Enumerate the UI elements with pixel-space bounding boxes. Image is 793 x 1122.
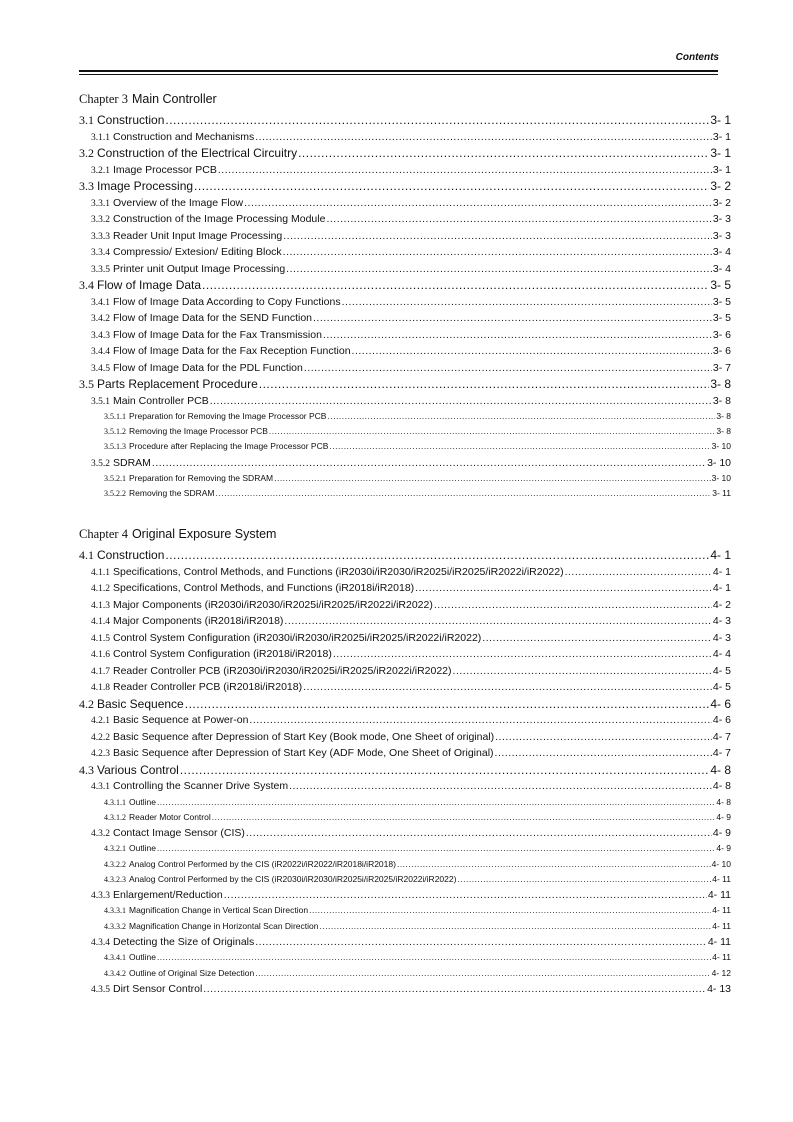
toc-entry[interactable] (79, 327, 731, 344)
toc-entry[interactable] (79, 696, 731, 713)
dot-leader (326, 211, 711, 228)
toc-entry-number: 3.5.2.1 (104, 474, 126, 484)
dot-leader (152, 455, 706, 472)
toc-entry-number: 3.4.1 (91, 297, 110, 308)
toc-entry-number: 3.3.5 (91, 264, 110, 275)
toc-entry-title: Magnification Change in Horizontal Scan Direction (129, 920, 319, 931)
toc-entry[interactable] (79, 145, 731, 162)
toc-entry[interactable] (79, 112, 731, 129)
toc-entry-number: 4.1.2 (91, 584, 110, 594)
toc-entry-title: Image Processing (97, 179, 194, 193)
toc-entry-title: Specifications, Control Methods, and Functions (iR2018i/iR2018) (113, 582, 415, 594)
toc-entry-title: Preparation for Removing the SDRAM (129, 473, 274, 484)
toc-entry[interactable] (79, 310, 731, 327)
toc-entry[interactable] (79, 679, 731, 696)
dot-leader (269, 424, 715, 439)
toc-entry-number: 4.3.2.1 (104, 844, 126, 854)
toc-entry-page: 4- 8 (712, 780, 731, 792)
toc-entry-title: Major Components (iR2018i/iR2018) (113, 615, 284, 627)
toc-entry-page: 3- 1 (710, 146, 731, 160)
dot-leader (202, 277, 709, 294)
toc-entry-number: 4.3.2.3 (104, 874, 126, 884)
dot-leader (165, 547, 709, 564)
toc-entry-page: 3- 7 (712, 361, 731, 374)
toc-entry-title: Outline (129, 952, 156, 963)
toc-entry[interactable] (79, 393, 731, 410)
toc-entry-title: Parts Replacement Procedure (97, 377, 258, 391)
dot-leader (309, 903, 711, 918)
chapter-heading (79, 90, 731, 108)
dot-leader (249, 712, 711, 729)
toc-entry-title: Compressio/ Extesion/ Editing Block (113, 246, 282, 258)
toc-entry-title: Basic Sequence after Depression of Start Key (Book mode, One Sheet of original) (113, 730, 495, 743)
toc-entry-number: 3.3.1 (91, 198, 110, 209)
dot-leader (203, 981, 706, 998)
toc-entry-number: 4.1.8 (91, 683, 110, 693)
toc-entry-number: 3.4.2 (91, 314, 110, 324)
toc-entry[interactable] (79, 360, 731, 377)
toc-entry-title: Construction (97, 113, 165, 127)
toc-entry-page: 3- 3 (712, 213, 731, 225)
toc-entry[interactable] (79, 178, 731, 195)
toc-entry-page: 4- 11 (707, 935, 731, 948)
toc-entry-page: 4- 11 (712, 905, 731, 916)
dot-leader (224, 887, 707, 904)
toc-entry[interactable] (79, 228, 731, 245)
toc-entry[interactable] (79, 825, 731, 842)
toc-entry[interactable] (79, 129, 731, 146)
toc-entry[interactable] (79, 857, 731, 872)
toc-entry-number: 4.3.5 (91, 984, 110, 995)
toc-entry-title: Printer unit Output Image Processing (113, 262, 286, 275)
toc-entry-number: 3.5.1.3 (104, 442, 126, 452)
dot-leader (329, 439, 710, 454)
dot-leader (283, 244, 712, 261)
toc-entry-number: 4.1.4 (91, 617, 110, 627)
toc-entry-page: 4- 9 (712, 826, 731, 839)
toc-entry[interactable] (79, 343, 731, 360)
toc-entry-title: Analog Control Performed by the CIS (iR2022i/iR2022/iR2018i/iR2018) (129, 858, 396, 869)
dot-leader (289, 778, 712, 795)
toc-entry-number: 3.5.1.2 (104, 427, 126, 437)
toc-entry-title: Preparation for Removing the Image Processor PCB (129, 411, 327, 421)
dot-leader (255, 934, 707, 951)
toc-entry-page: 4- 11 (707, 888, 731, 901)
toc-entry-title: Contact Image Sensor (CIS) (113, 826, 245, 839)
toc-entry[interactable] (79, 841, 731, 856)
dot-leader (157, 950, 711, 965)
toc-entry-page: 3- 8 (710, 377, 731, 391)
dot-leader (333, 646, 712, 663)
toc-entry-page: 4- 4 (712, 648, 731, 660)
toc-entry-number: 4.1 (79, 548, 94, 562)
dot-leader (255, 966, 710, 981)
toc-entry-page: 3- 4 (712, 262, 731, 275)
toc-entry-page: 3- 6 (712, 328, 731, 341)
toc-entry[interactable] (79, 424, 731, 439)
toc-entry-title: Detecting the Size of Originals (113, 935, 255, 948)
dot-leader (434, 597, 712, 614)
dot-leader (319, 919, 711, 934)
dot-leader (303, 679, 712, 696)
toc-entry-title: Construction and Mechanisms (113, 130, 255, 143)
toc-entry-title: Control System Configuration (iR2030i/iR2030/iR2025i/iR2025/iR2022i/iR2022) (113, 631, 482, 644)
toc-entry-title: Overview of the Image Flow (113, 196, 244, 209)
toc-entry-page: 3- 5 (712, 295, 731, 308)
toc-entry-number: 4.3 (79, 762, 94, 777)
toc-entry-number: 4.3.4.2 (104, 968, 126, 978)
toc-entry-number: 4.3.4.1 (104, 953, 126, 963)
dot-leader (157, 795, 715, 810)
toc-entry-title: Removing the Image Processor PCB (129, 426, 268, 437)
toc-entry[interactable] (79, 613, 731, 630)
toc-entry-title: Basic Sequence at Power-on (113, 714, 249, 726)
chapter-name: Original Exposure System (131, 527, 277, 541)
toc-entry[interactable] (79, 580, 731, 597)
toc-entry-title: Various Control (97, 762, 179, 777)
toc-entry-page: 4- 1 (710, 548, 731, 562)
toc-entry-page: 4- 1 (712, 565, 731, 578)
chapter-section (79, 525, 731, 997)
toc-entry-number: 4.3.3 (91, 890, 110, 901)
dot-leader (284, 613, 711, 630)
dot-leader (283, 228, 712, 245)
toc-entry-page: 4- 6 (710, 696, 731, 711)
dot-leader (495, 729, 712, 746)
toc-entry-number: 3.5.2 (91, 458, 110, 469)
toc-entry-number: 3.1.1 (91, 132, 110, 143)
toc-entry[interactable] (79, 887, 731, 904)
toc-entry[interactable] (79, 630, 731, 647)
dot-leader (246, 825, 712, 842)
dot-leader (313, 310, 712, 327)
toc-entry-title: Main Controller PCB (113, 394, 209, 407)
toc-entry-page: 4- 8 (716, 796, 731, 807)
toc-entry-number: 4.2.2 (91, 732, 110, 743)
toc-entry-number: 4.1.5 (91, 633, 110, 644)
toc-entry[interactable] (79, 729, 731, 746)
toc-entry[interactable] (79, 966, 731, 981)
toc-entry-page: 3- 11 (712, 488, 731, 499)
toc-entry-number: 3.4.3 (91, 330, 110, 341)
toc-entry-page: 3- 4 (712, 246, 731, 258)
toc-entry-page: 4- 9 (716, 811, 731, 822)
toc-entry-title: Construction of the Image Processing Module (113, 213, 326, 225)
toc-entry[interactable] (79, 294, 731, 311)
toc-entry-number: 4.2 (79, 696, 94, 711)
toc-entry[interactable] (79, 778, 731, 795)
dot-leader (327, 409, 715, 424)
dot-leader (298, 145, 709, 162)
toc-entry-number: 3.2 (79, 146, 94, 160)
toc-entry-title: Magnification Change in Vertical Scan Direction (129, 905, 309, 916)
dot-leader (259, 376, 710, 393)
toc-entry-number: 4.3.3.1 (104, 906, 126, 916)
toc-entry-page: 4- 8 (710, 762, 731, 777)
toc-entry-number: 3.3.3 (91, 231, 110, 242)
toc-entry-page: 3- 2 (710, 179, 731, 193)
toc-entry-page: 4- 2 (712, 598, 731, 611)
toc-entry-title: Major Components (iR2030i/iR2030/iR2025i/iR2025/iR2022i/iR2022) (113, 598, 433, 611)
toc-entry-title: Outline (129, 796, 156, 807)
toc-entry-page: 4- 5 (712, 664, 731, 677)
toc-entry[interactable] (79, 795, 731, 810)
chapter-number: Chapter 4 (79, 527, 128, 541)
toc-entry-number: 4.3.1 (91, 782, 110, 792)
toc-entry[interactable] (79, 597, 731, 614)
toc-entry-title: Enlargement/Reduction (113, 888, 223, 901)
toc-entry-page: 4- 7 (712, 730, 731, 743)
toc-entry-title: Analog Control Performed by the CIS (iR2030i/iR2030/iR2025i/iR2025/iR2022i/iR2022) (129, 873, 457, 884)
toc-entry-title: Flow of Image Data for the Fax Transmission (113, 328, 322, 341)
toc-entry[interactable] (79, 981, 731, 998)
toc-entry-page: 4- 10 (711, 858, 731, 869)
chapter-section (79, 90, 731, 501)
toc-entry-page: 3- 1 (710, 113, 731, 127)
dot-leader (157, 841, 715, 856)
dot-leader (216, 486, 712, 501)
toc-entry[interactable] (79, 439, 731, 454)
toc-entry-page: 3- 8 (716, 411, 731, 421)
toc-entry[interactable] (79, 277, 731, 294)
toc-entry-title: Control System Configuration (iR2018i/iR2018) (113, 648, 332, 660)
dot-leader (482, 630, 712, 647)
toc-entry-title: Reader Controller PCB (iR2018i/iR2018) (113, 681, 303, 693)
dot-leader (255, 129, 712, 146)
toc-entry-page: 4- 9 (716, 843, 731, 854)
toc-entry-page: 3- 5 (712, 312, 731, 324)
toc-entry[interactable] (79, 244, 731, 261)
toc-entry-number: 4.2.1 (91, 716, 110, 726)
toc-entry-number: 3.2.1 (91, 165, 110, 176)
toc-entry-page: 4- 6 (712, 714, 731, 726)
toc-entry-number: 3.3.4 (91, 248, 110, 258)
toc-entry-title: Outline (129, 843, 156, 854)
toc-entry[interactable] (79, 409, 731, 424)
toc-entry[interactable] (79, 486, 731, 501)
toc-entry-title: Removing the SDRAM (129, 488, 215, 499)
toc-entry[interactable] (79, 663, 731, 680)
toc-entry-title: Flow of Image Data for the SEND Function (113, 312, 313, 324)
toc-entry[interactable] (79, 872, 731, 887)
toc-entry-number: 3.4.4 (91, 347, 110, 357)
toc-entry[interactable] (79, 919, 731, 934)
toc-entry-number: 3.5.1.1 (104, 412, 126, 421)
toc-entry-number: 3.3.2 (91, 215, 110, 225)
toc-entry-page: 3- 5 (710, 278, 731, 292)
toc-entry[interactable] (79, 903, 731, 918)
toc-entry-page: 3- 8 (716, 426, 731, 437)
toc-entry-number: 3.5 (79, 377, 94, 391)
dot-leader (274, 471, 711, 486)
toc-entry-number: 4.1.1 (91, 567, 110, 578)
dot-leader (180, 762, 709, 779)
toc-entry-title: Flow of Image Data for the Fax Reception Function (113, 345, 351, 357)
toc-entry-title: SDRAM (113, 456, 151, 469)
dot-leader (210, 393, 712, 410)
toc-entry-title: Reader Controller PCB (iR2030i/iR2030/iR2025i/iR2025/iR2022i/iR2022) (113, 664, 452, 677)
dot-leader (565, 564, 712, 581)
dot-leader (244, 195, 712, 212)
toc-entry-list (79, 112, 731, 501)
toc-entry[interactable] (79, 646, 731, 663)
toc-entry-page: 4- 12 (711, 967, 731, 978)
toc-entry-title: Construction of the Electrical Circuitry (97, 146, 298, 160)
toc-entry-number: 4.3.1.1 (104, 797, 126, 807)
toc-entry-page: 4- 3 (712, 631, 731, 644)
dot-leader (495, 745, 712, 762)
toc-entry-title: Basic Sequence after Depression of Start Key (ADF Mode, One Sheet of Original) (113, 747, 494, 759)
toc-entry-number: 3.4 (79, 278, 94, 292)
toc-entry-number: 4.1.3 (91, 600, 110, 611)
toc-entry[interactable] (79, 162, 731, 179)
dot-leader (352, 343, 712, 360)
toc-entry[interactable] (79, 455, 731, 472)
toc-entry-number: 4.3.2.2 (104, 859, 126, 869)
toc-entry-page: 3- 10 (707, 456, 731, 469)
toc-entry[interactable] (79, 934, 731, 951)
dot-leader (286, 261, 712, 278)
dot-leader (453, 663, 712, 680)
toc-entry[interactable] (79, 564, 731, 581)
dot-leader (415, 580, 712, 597)
dot-leader (457, 872, 711, 887)
toc-entry-page: 4- 13 (707, 982, 731, 995)
toc-entry-number: 3.4.5 (91, 363, 110, 374)
toc-entry-page: 4- 1 (712, 582, 731, 594)
toc-entry-page: 3- 2 (712, 196, 731, 209)
header-divider-thick (79, 70, 718, 72)
toc-entry-title: Flow of Image Data for the PDL Function (113, 361, 303, 374)
toc-entry[interactable] (79, 712, 731, 729)
dot-leader (342, 294, 712, 311)
toc-entry-page: 3- 10 (711, 473, 731, 484)
toc-entry-number: 3.5.2.2 (104, 489, 126, 499)
toc-entry-number: 4.1.7 (91, 666, 110, 677)
header-divider-thin (79, 74, 718, 75)
toc-entry-page: 3- 8 (712, 394, 731, 407)
toc-entry-title: Construction (97, 548, 165, 562)
toc-entry-title: Reader Motor Control (129, 811, 211, 822)
toc-entry-page: 4- 11 (712, 952, 731, 963)
toc-entry-page: 4- 11 (712, 920, 731, 931)
chapter-number: Chapter 3 (79, 92, 128, 106)
toc-entry-number: 4.3.1.2 (104, 812, 126, 822)
dot-leader (323, 327, 712, 344)
chapter-heading (79, 525, 731, 543)
toc-entry-number: 4.3.4 (91, 937, 110, 948)
dot-leader (212, 810, 716, 825)
toc-entry-page: 3- 1 (712, 130, 731, 143)
toc-entry-page: 3- 10 (711, 441, 731, 452)
toc-entry-page: 3- 6 (712, 345, 731, 357)
toc-entry-number: 4.2.3 (91, 749, 110, 759)
toc-entry[interactable] (79, 195, 731, 212)
toc-entry-title: Flow of Image Data According to Copy Functions (113, 295, 341, 308)
toc-entry-number: 4.3.3.2 (104, 921, 126, 931)
toc-entry-title: Controlling the Scanner Drive System (113, 780, 289, 792)
dot-leader (304, 360, 712, 377)
dot-leader (185, 696, 710, 713)
toc-entry-title: Outline of Original Size Detection (129, 967, 255, 978)
toc-entry[interactable] (79, 547, 731, 564)
chapter-name: Main Controller (131, 92, 217, 106)
toc-entry-number: 3.1 (79, 113, 94, 127)
toc-entry[interactable] (79, 745, 731, 762)
toc-entry[interactable] (79, 950, 731, 965)
toc-entry-title: Basic Sequence (97, 696, 184, 711)
toc-entry-title: Image Processor PCB (113, 163, 217, 176)
toc-entry[interactable] (79, 810, 731, 825)
toc-entry-number: 3.5.1 (91, 396, 110, 407)
toc-entry-page: 4- 11 (712, 873, 731, 884)
toc-entry[interactable] (79, 211, 731, 228)
dot-leader (194, 178, 709, 195)
toc-entry-list (79, 547, 731, 997)
toc-entry-page: 3- 3 (712, 229, 731, 242)
dot-leader (218, 162, 712, 179)
toc-entry-page: 4- 3 (712, 615, 731, 627)
dot-leader (397, 857, 711, 872)
toc-entry-title: Specifications, Control Methods, and Functions (iR2030i/iR2030/iR2025i/iR2025/iR2022i/iR2022) (113, 565, 564, 578)
toc-entry[interactable] (79, 471, 731, 486)
toc-entry[interactable] (79, 376, 731, 393)
dot-leader (165, 112, 709, 129)
toc-entry-title: Reader Unit Input Image Processing (113, 229, 283, 242)
toc-entry[interactable] (79, 261, 731, 278)
toc-entry-title: Flow of Image Data (97, 278, 202, 292)
toc-entry-title: Dirt Sensor Control (113, 982, 203, 995)
toc-entry-page: 4- 5 (712, 681, 731, 693)
toc-entry-number: 4.1.6 (91, 650, 110, 660)
toc-entry-title: Procedure after Replacing the Image Processor PCB (129, 441, 329, 452)
toc-entry[interactable] (79, 762, 731, 779)
toc-entry-number: 3.3 (79, 179, 94, 193)
toc-entry-number: 4.3.2 (91, 828, 110, 839)
toc-entry-page: 4- 7 (712, 747, 731, 759)
toc-entry-page: 3- 1 (712, 163, 731, 176)
page-header-title: Contents (675, 52, 719, 63)
